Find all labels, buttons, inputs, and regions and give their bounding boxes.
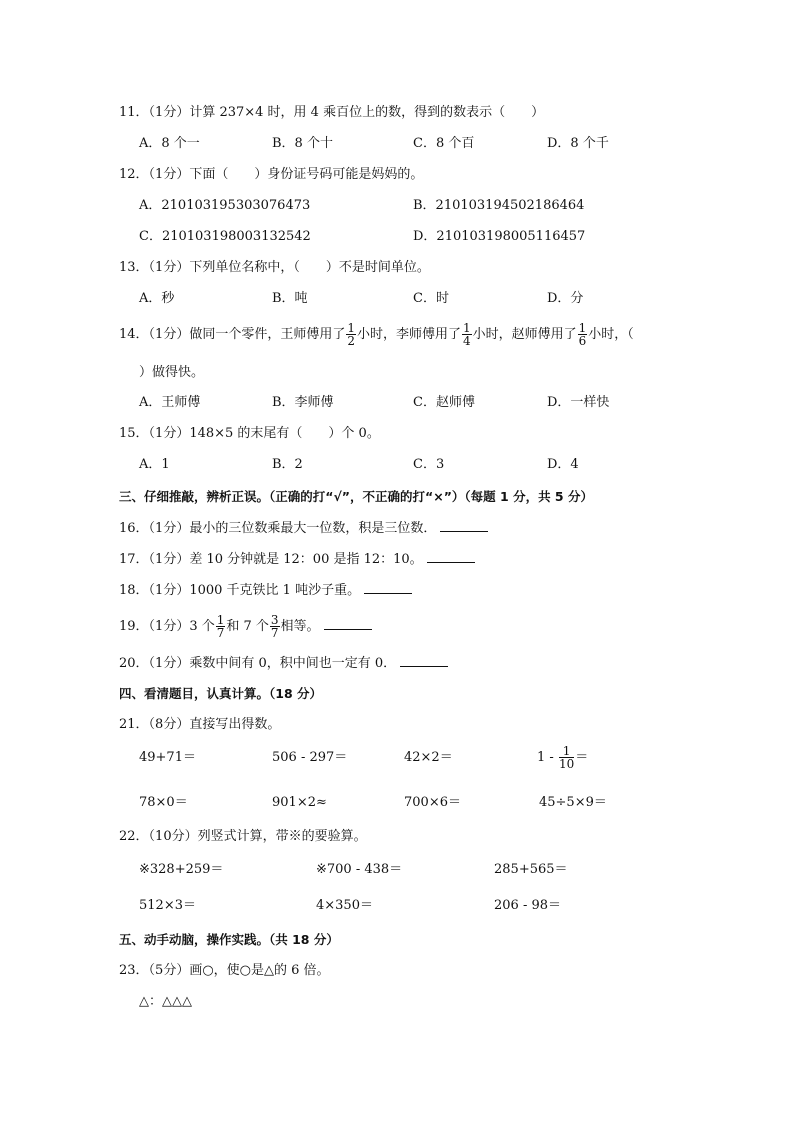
q13-option-c: C．时 (413, 291, 449, 306)
question-23-stem: 23．（5分）画○，使○是△的 6 倍。 (119, 963, 330, 978)
q11-option-c: C．8 个百 (413, 136, 475, 151)
q14-text-1: 14．（1分）做同一个零件，王师傅用了 (119, 327, 346, 342)
q14-fraction-1-denominator: 2 (347, 334, 355, 348)
q11-option-a: A．8 个一 (139, 136, 200, 151)
q14-fraction-1 (346, 322, 356, 347)
question-14-stem (119, 322, 634, 347)
q12-option-a: A．210103195303076473 (139, 198, 311, 213)
q14-fraction-3-denominator: 6 (578, 334, 587, 348)
q12-option-d: D．210103198005116457 (413, 229, 586, 244)
q14-fraction-3 (578, 322, 588, 347)
q22-item-2: ※700 - 438＝ (316, 862, 403, 877)
q21-item-3: 42×2＝ (404, 750, 453, 765)
q13-option-d: D．分 (547, 291, 584, 306)
q12-option-b: B．210103194502186464 (413, 198, 585, 213)
q19-text-1: 19．（1分）3 个 (119, 619, 215, 634)
question-20-text: 20．（1分）乘数中间有 0，积中间也一定有 0． (119, 656, 397, 671)
q17-answer-blank[interactable] (427, 550, 475, 563)
q19-fraction-1 (216, 614, 226, 639)
q14-fraction-2-numerator: 1 (462, 321, 471, 335)
q22-item-1: ※328+259＝ (139, 862, 224, 877)
q14-text-4: 小时，（ (588, 327, 634, 342)
q14-stem-continued: ）做得快。 (139, 365, 205, 380)
q21-item-4-fraction (559, 745, 574, 770)
q11-option-d: D．8 个千 (547, 136, 609, 151)
q14-fraction-2-denominator: 4 (462, 334, 471, 348)
q14-option-c: C．赵师傅 (413, 395, 475, 410)
q21-item-6: 901×2≈ (272, 795, 327, 810)
question-13-stem: 13．（1分）下列单位名称中，（ ）不是时间单位。 (119, 260, 430, 275)
q21-item-4 (537, 745, 588, 770)
q14-text-2: 小时，李师傅用了 (356, 327, 461, 342)
q22-item-6: 206 - 98＝ (494, 898, 562, 913)
q21-item-4-numerator: 1 (559, 745, 574, 758)
q13-option-a: A．秒 (139, 291, 175, 306)
question-12-stem: 12．（1分）下面（ ）身份证号码可能是妈妈的。 (119, 167, 424, 182)
q14-fraction-2 (462, 322, 472, 347)
q16-answer-blank[interactable] (440, 519, 488, 532)
q21-item-4-denominator: 10 (558, 757, 575, 771)
q15-option-b: B．2 (272, 457, 303, 472)
question-15-stem: 15．（1分）148×5 的末尾有（ ）个 0。 (119, 426, 380, 441)
q14-text-3: 小时，赵师傅用了 (472, 327, 577, 342)
q19-text-2: 和 7 个 (226, 619, 269, 634)
q19-fraction-1-denominator: 7 (216, 626, 225, 640)
question-21-stem: 21．（8分）直接写出得数。 (119, 717, 281, 732)
question-20 (119, 654, 448, 673)
question-19 (119, 614, 372, 639)
q20-answer-blank[interactable] (400, 654, 448, 667)
question-18 (119, 581, 412, 600)
q14-option-a: A．王师傅 (139, 395, 201, 410)
question-22-stem: 22．（10分）列竖式计算，带※的要验算。 (119, 829, 367, 844)
q15-option-d: D．4 (547, 457, 579, 472)
q14-fraction-1-numerator: 1 (347, 321, 355, 335)
q12-option-c: C．210103198003132542 (139, 229, 311, 244)
q21-item-5: 78×0＝ (139, 795, 188, 810)
question-17-text: 17．（1分）差 10 分钟就是 12：00 是指 12：10。 (119, 552, 423, 567)
q21-item-4-prefix: 1 - (537, 750, 558, 765)
q19-fraction-2 (270, 614, 280, 639)
q19-text-3: 相等。 (280, 619, 320, 634)
question-17 (119, 550, 475, 569)
section-5-heading: 五、动手动脑，操作实践。（共 18 分） (119, 932, 339, 947)
q23-given-triangles: △：△△△ (139, 994, 192, 1009)
q13-option-b: B．吨 (272, 291, 308, 306)
q14-option-b: B．李师傅 (272, 395, 334, 410)
q21-item-1: 49+71＝ (139, 750, 196, 765)
q19-answer-blank[interactable] (324, 617, 372, 630)
section-3-heading: 三、仔细推敲，辨析正误。（正确的打“√”，不正确的打“×”）（每题 1 分，共 5 分） (119, 489, 593, 504)
q18-answer-blank[interactable] (364, 581, 412, 594)
q22-item-5: 4×350＝ (316, 898, 373, 913)
q22-item-3: 285+565＝ (494, 862, 568, 877)
question-16-text: 16．（1分）最小的三位数乘最大一位数，积是三位数． (119, 521, 437, 536)
q15-option-c: C．3 (413, 457, 445, 472)
q22-item-4: 512×3＝ (139, 898, 196, 913)
q21-item-8: 45÷5×9＝ (539, 795, 607, 810)
q21-item-4-suffix: ＝ (575, 750, 589, 765)
q21-item-7: 700×6＝ (404, 795, 461, 810)
q11-option-b: B．8 个十 (272, 136, 333, 151)
q14-fraction-3-numerator: 1 (578, 321, 587, 335)
q19-fraction-2-numerator: 3 (270, 613, 279, 627)
question-18-text: 18．（1分）1000 千克铁比 1 吨沙子重。 (119, 583, 361, 598)
question-11-stem: 11．（1分）计算 237×4 时，用 4 乘百位上的数，得到的数表示（ ） (119, 105, 545, 120)
q15-option-a: A．1 (139, 457, 170, 472)
q19-fraction-1-numerator: 1 (216, 613, 225, 627)
q19-fraction-2-denominator: 7 (270, 626, 279, 640)
q14-option-d: D．一样快 (547, 395, 610, 410)
section-4-heading: 四、看清题目，认真计算。（18 分） (119, 686, 322, 701)
question-16 (119, 519, 488, 538)
q21-item-2: 506 - 297＝ (272, 750, 348, 765)
